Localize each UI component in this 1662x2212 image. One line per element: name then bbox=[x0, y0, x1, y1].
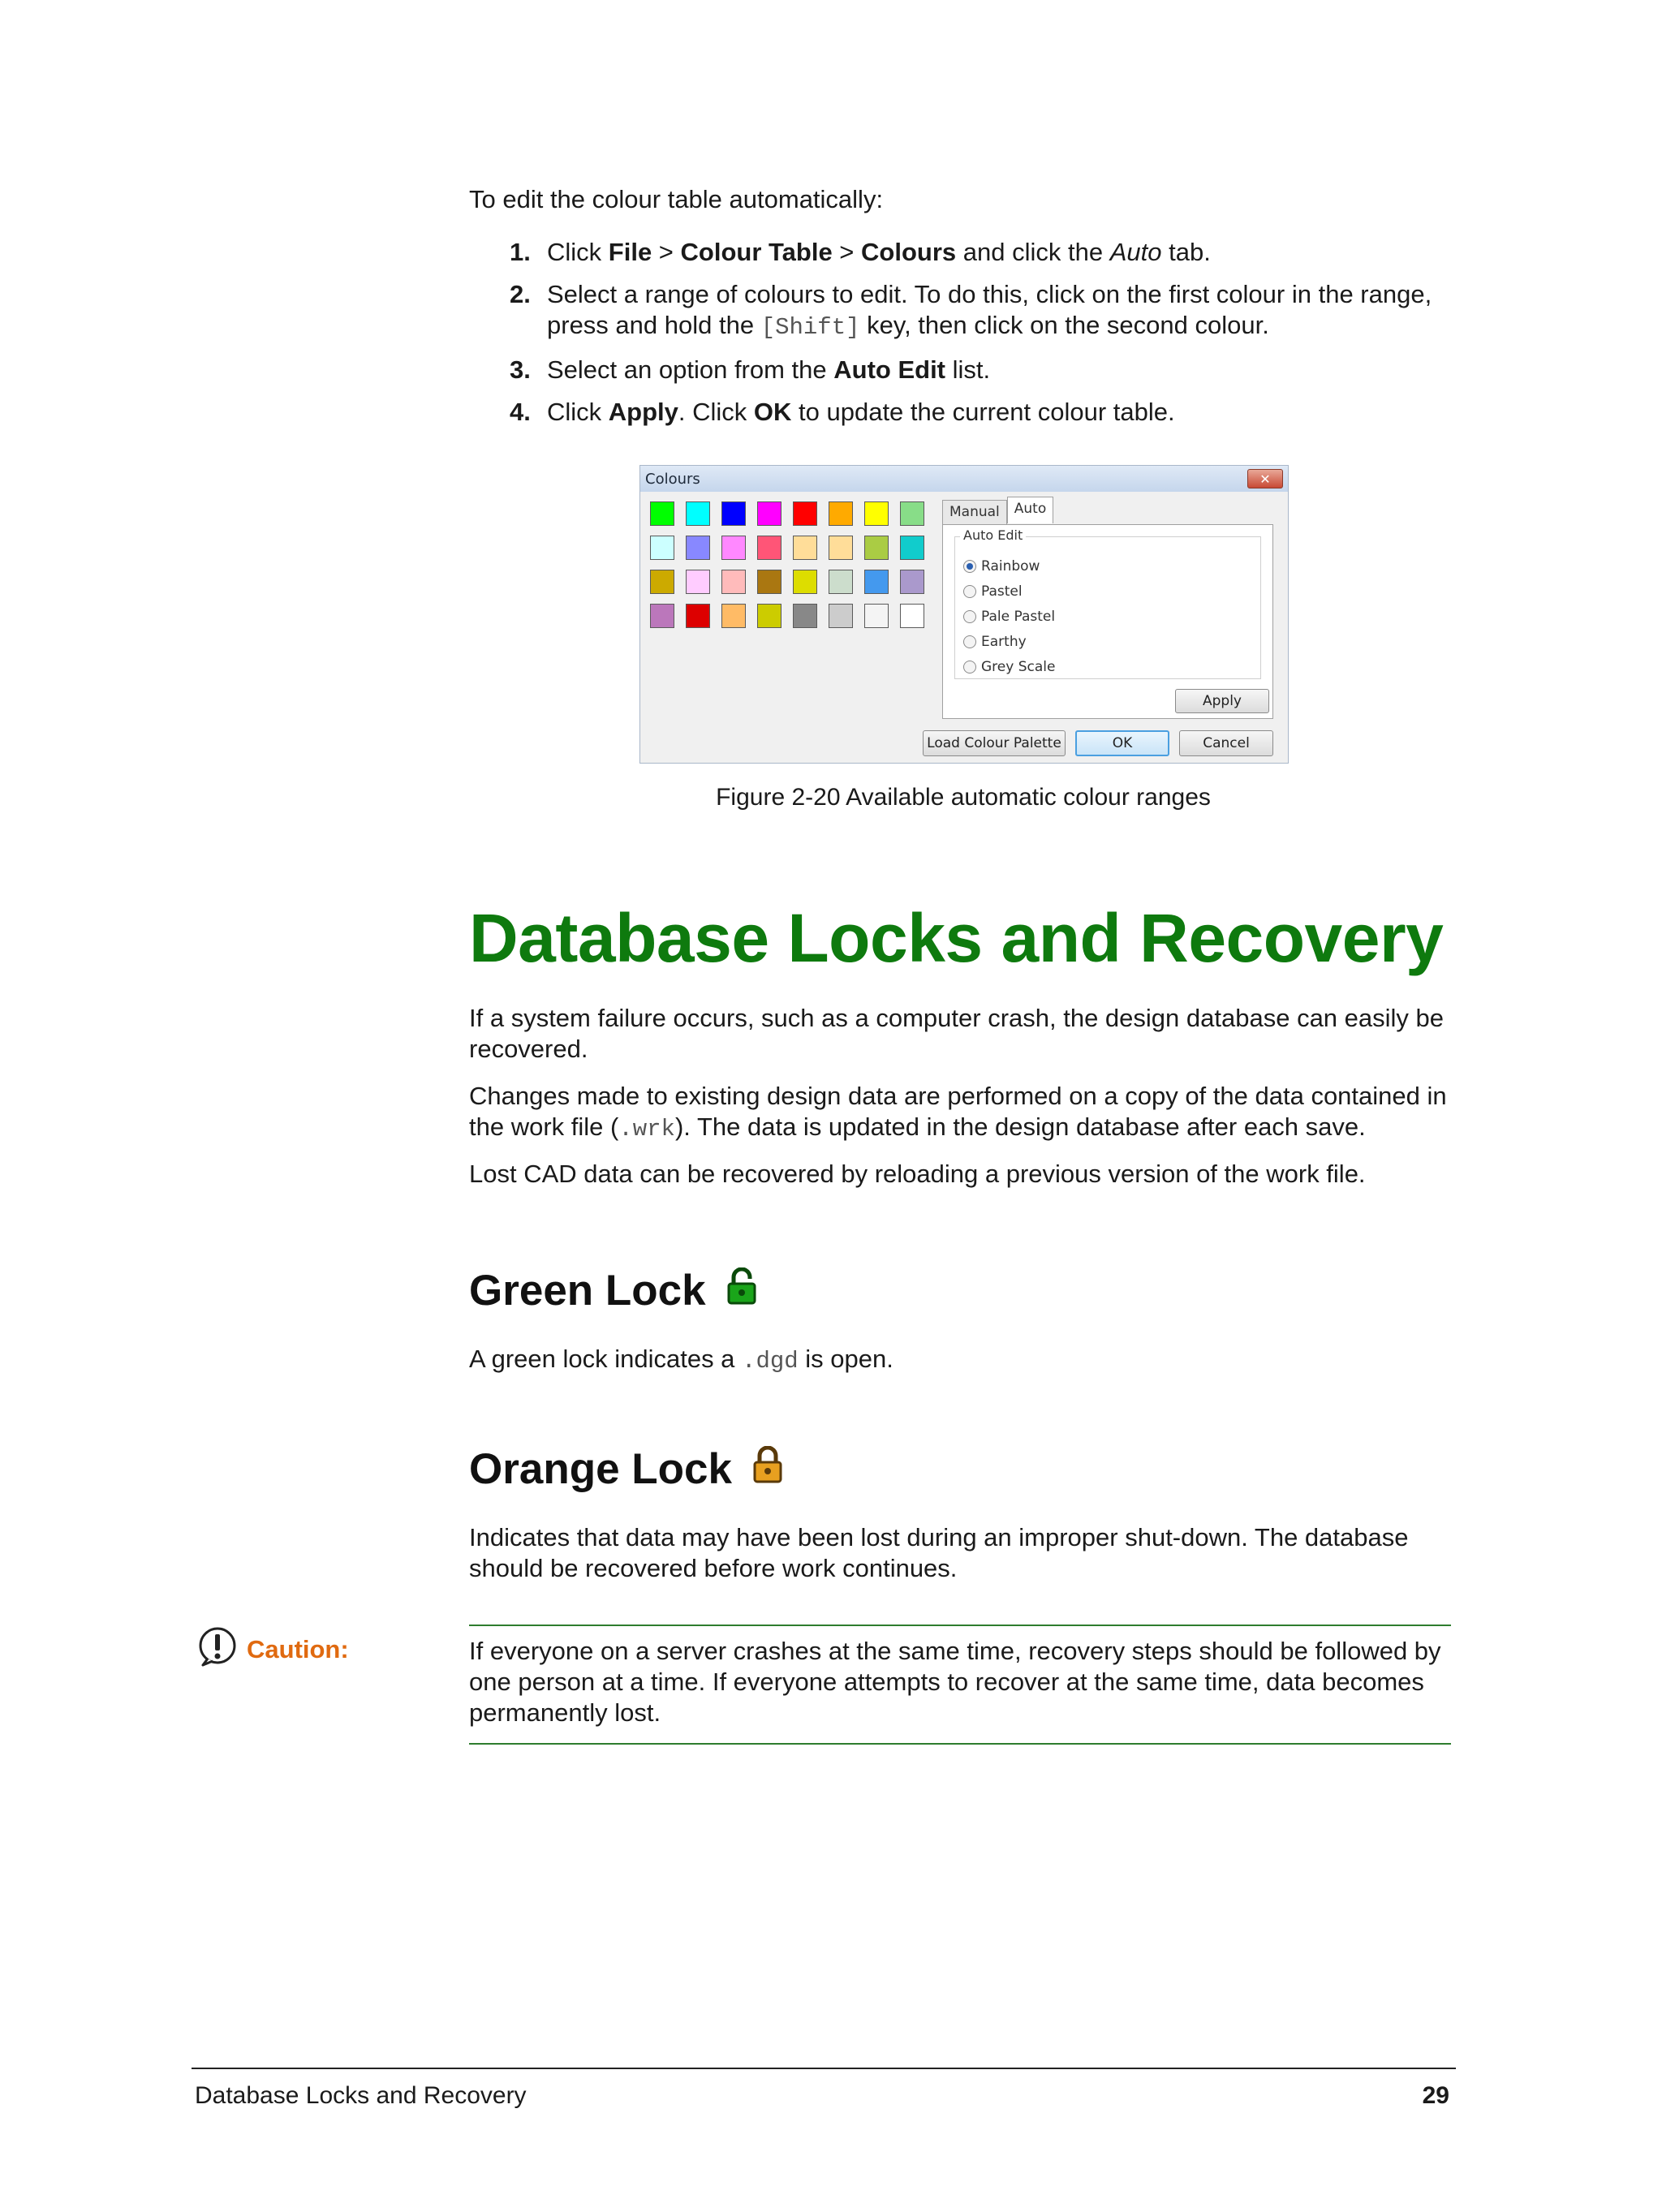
step-text: key, then click on the second colour. bbox=[859, 311, 1269, 340]
caution-label bbox=[198, 1626, 349, 1673]
colour-swatch[interactable] bbox=[829, 604, 853, 628]
tab-manual[interactable]: Manual bbox=[942, 500, 1007, 527]
radio-grey-scale[interactable] bbox=[963, 654, 1055, 679]
caution-rule-bottom bbox=[469, 1743, 1451, 1745]
para-lost-data: Lost CAD data can be recovered by reloading a previous version of the work file. bbox=[469, 1160, 1366, 1188]
radio-label: Earthy bbox=[981, 633, 1027, 650]
radio-unselected-icon bbox=[963, 661, 976, 673]
colour-swatch[interactable] bbox=[864, 604, 889, 628]
file-ext-dgd: .dgd bbox=[742, 1348, 799, 1375]
auto-edit-options bbox=[963, 553, 1055, 679]
step-text: Select an option from the bbox=[547, 355, 834, 385]
menu-colour-table: Colour Table bbox=[680, 238, 833, 267]
step-number: 4. bbox=[510, 398, 531, 427]
colour-swatch[interactable] bbox=[650, 536, 674, 560]
ok-button[interactable]: OK bbox=[1075, 730, 1169, 756]
auto-tab-panel bbox=[942, 524, 1273, 719]
para-text: is open. bbox=[798, 1345, 893, 1373]
para-text: Changes made to existing design data are performed on a copy of the data contained in the work file ( bbox=[469, 1082, 1447, 1141]
colour-swatch[interactable] bbox=[900, 604, 924, 628]
step-text: Click bbox=[547, 238, 609, 267]
colour-swatch[interactable] bbox=[686, 570, 710, 594]
file-ext-wrk: .wrk bbox=[618, 1116, 675, 1143]
colours-dialog bbox=[639, 465, 1289, 764]
orange-lock-heading bbox=[469, 1444, 786, 1494]
green-lock-icon bbox=[724, 1266, 760, 1315]
tab-auto[interactable]: Auto bbox=[1007, 497, 1053, 523]
step-number: 3. bbox=[510, 355, 531, 385]
step-text: tab. bbox=[1161, 238, 1211, 267]
dialog-title: Colours bbox=[645, 470, 700, 488]
instructions bbox=[469, 183, 1457, 439]
intro-text: To edit the colour table automatically: bbox=[469, 185, 884, 213]
caution-text: If everyone on a server crashes at the same time, recovery steps should be followed by one person at a time. If everyone attempts to recover at the same time, data becomes permanently lost. bbox=[469, 1637, 1441, 1727]
radio-label: Rainbow bbox=[981, 557, 1040, 575]
colour-swatch[interactable] bbox=[686, 501, 710, 526]
colour-swatch[interactable] bbox=[757, 536, 781, 560]
auto-edit-ref: Auto Edit bbox=[833, 355, 946, 385]
colour-swatch[interactable] bbox=[793, 501, 817, 526]
radio-label: Pastel bbox=[981, 583, 1023, 600]
radio-unselected-icon bbox=[963, 635, 976, 648]
figure-caption: Figure 2-20 Available automatic colour ranges bbox=[716, 784, 1211, 811]
colour-swatch[interactable] bbox=[650, 604, 674, 628]
dialog-titlebar bbox=[640, 466, 1288, 492]
step-4 bbox=[469, 397, 1457, 428]
green-lock-title: Green Lock bbox=[469, 1267, 706, 1315]
tab-strip bbox=[942, 500, 1053, 527]
footer-rule bbox=[192, 2068, 1456, 2069]
step-text: . Click bbox=[678, 398, 754, 427]
step-text: Click bbox=[547, 398, 609, 427]
step-2 bbox=[469, 279, 1457, 343]
para-text: ). The data is updated in the design database after each save. bbox=[674, 1112, 1366, 1141]
radio-selected-icon bbox=[963, 560, 976, 573]
colour-swatch[interactable] bbox=[829, 501, 853, 526]
apply-button[interactable]: Apply bbox=[1175, 689, 1269, 713]
colour-swatch[interactable] bbox=[757, 604, 781, 628]
ok-ref: OK bbox=[753, 398, 792, 427]
colour-swatch[interactable] bbox=[793, 536, 817, 560]
section-title: Database Locks and Recovery bbox=[469, 900, 1444, 976]
colour-swatch[interactable] bbox=[793, 604, 817, 628]
para-system-failure: If a system failure occurs, such as a computer crash, the design database can easily be recovered. bbox=[469, 1004, 1445, 1063]
colour-swatch[interactable] bbox=[721, 501, 746, 526]
auto-edit-group-title: Auto Edit bbox=[960, 527, 1026, 543]
step-text: and click the bbox=[956, 238, 1110, 267]
colour-swatch[interactable] bbox=[829, 570, 853, 594]
footer-section-title: Database Locks and Recovery bbox=[195, 2082, 527, 2109]
colour-swatch[interactable] bbox=[757, 570, 781, 594]
radio-unselected-icon bbox=[963, 610, 976, 623]
caution-rule-top bbox=[469, 1625, 1451, 1626]
para-work-file bbox=[469, 1081, 1457, 1145]
close-icon[interactable]: ✕ bbox=[1247, 469, 1283, 488]
orange-lock-title: Orange Lock bbox=[469, 1445, 732, 1493]
colour-swatch[interactable] bbox=[650, 501, 674, 526]
colour-swatch[interactable] bbox=[900, 570, 924, 594]
step-3 bbox=[469, 355, 1457, 385]
menu-colours: Colours bbox=[861, 238, 957, 267]
para-green-lock bbox=[469, 1344, 1457, 1377]
colour-swatch[interactable] bbox=[721, 604, 746, 628]
green-lock-heading bbox=[469, 1266, 760, 1315]
tab-name: Auto bbox=[1109, 238, 1162, 267]
radio-label: Grey Scale bbox=[981, 658, 1056, 675]
cancel-button[interactable]: Cancel bbox=[1179, 730, 1273, 756]
step-number: 2. bbox=[510, 280, 531, 309]
colour-swatch[interactable] bbox=[900, 501, 924, 526]
para-text: A green lock indicates a bbox=[469, 1345, 743, 1373]
radio-rainbow[interactable] bbox=[963, 553, 1055, 579]
step-text: > bbox=[652, 238, 681, 267]
apply-ref: Apply bbox=[608, 398, 678, 427]
colour-swatch-grid bbox=[650, 501, 926, 628]
steps-list bbox=[469, 237, 1457, 428]
caution-title: Caution: bbox=[247, 1635, 349, 1663]
colour-swatch[interactable] bbox=[864, 501, 889, 526]
key-shift: [Shift] bbox=[760, 314, 860, 342]
colour-swatch[interactable] bbox=[721, 570, 746, 594]
warning-icon bbox=[198, 1626, 239, 1673]
step-text: to update the current colour table. bbox=[791, 398, 1175, 427]
colour-swatch[interactable] bbox=[721, 536, 746, 560]
menu-file: File bbox=[608, 238, 652, 267]
step-text: list. bbox=[945, 355, 991, 385]
orange-lock-icon bbox=[750, 1444, 786, 1494]
colour-swatch[interactable] bbox=[829, 536, 853, 560]
colour-swatch[interactable] bbox=[757, 501, 781, 526]
step-1 bbox=[469, 237, 1457, 268]
radio-unselected-icon bbox=[963, 585, 976, 598]
colour-swatch[interactable] bbox=[650, 570, 674, 594]
para-orange-lock: Indicates that data may have been lost during an improper shut-down. The database should be recovered before work continues. bbox=[469, 1523, 1409, 1582]
colour-swatch[interactable] bbox=[686, 604, 710, 628]
colour-swatch[interactable] bbox=[686, 536, 710, 560]
page-number: 29 bbox=[1422, 2082, 1449, 2109]
auto-edit-group bbox=[954, 527, 1261, 679]
step-text: > bbox=[832, 238, 862, 267]
colour-swatch[interactable] bbox=[793, 570, 817, 594]
step-text: Select a range of colours to edit. To do this, click on the first colour in the range, press and hold the bbox=[547, 280, 1432, 340]
radio-pastel[interactable] bbox=[963, 579, 1055, 604]
radio-earthy[interactable] bbox=[963, 629, 1055, 654]
colour-swatch[interactable] bbox=[900, 536, 924, 560]
colour-swatch[interactable] bbox=[864, 536, 889, 560]
radio-label: Pale Pastel bbox=[981, 608, 1056, 625]
radio-pale-pastel[interactable] bbox=[963, 604, 1055, 629]
colour-swatch[interactable] bbox=[864, 570, 889, 594]
step-number: 1. bbox=[510, 238, 531, 267]
load-colour-palette-button[interactable]: Load Colour Palette bbox=[923, 730, 1066, 756]
